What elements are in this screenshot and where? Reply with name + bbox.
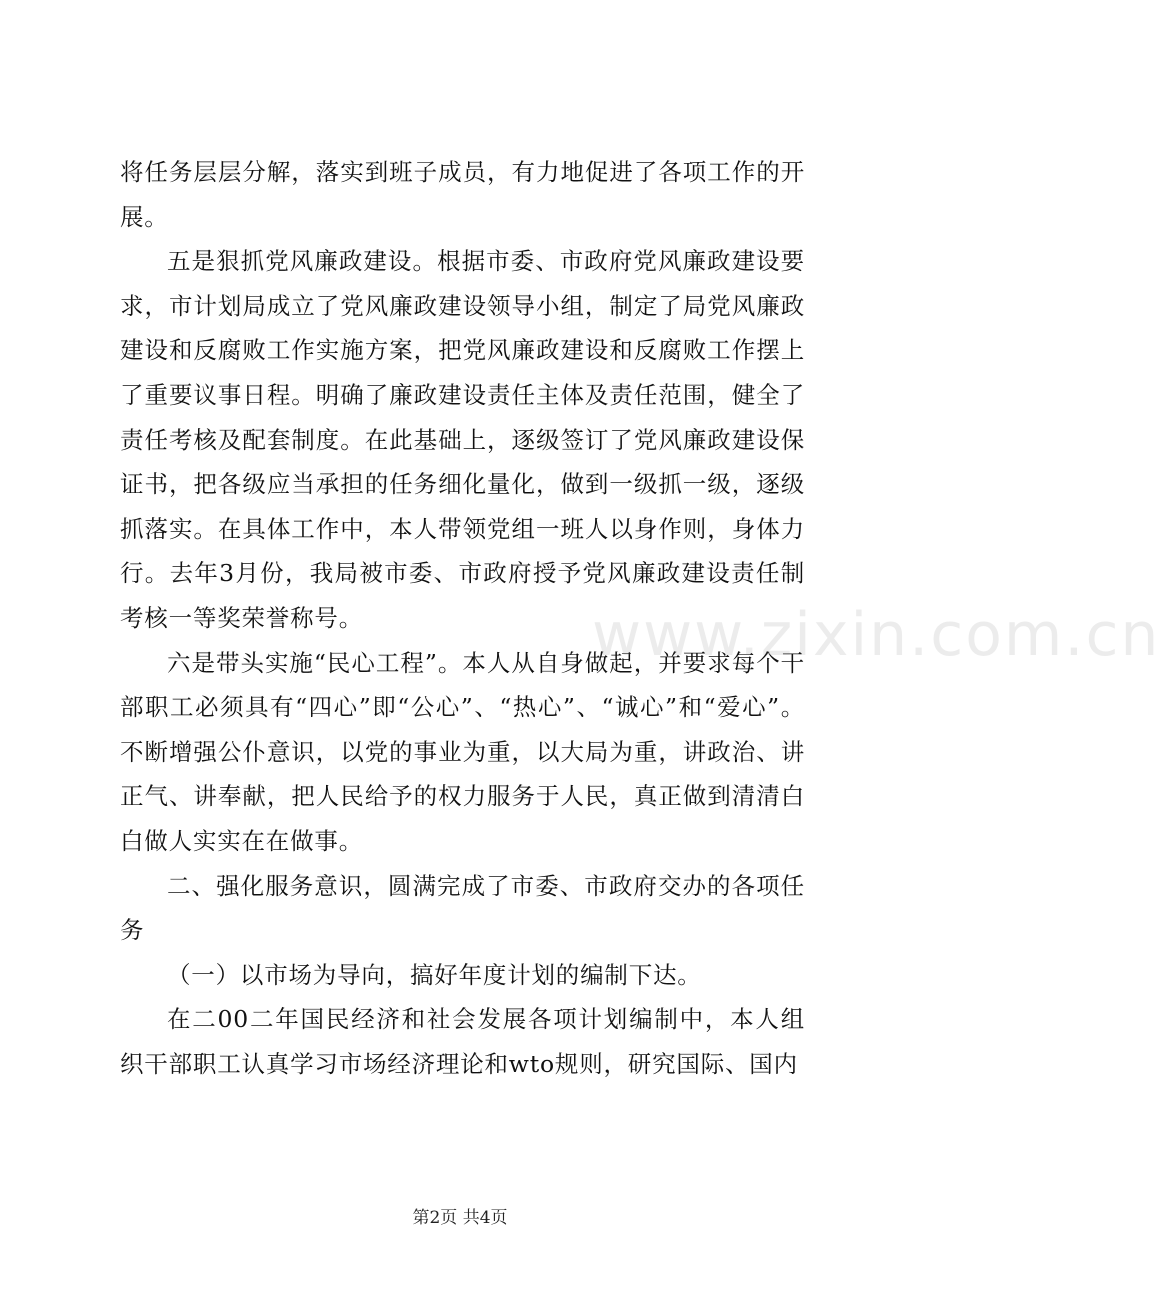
body-text bbox=[120, 150, 805, 1086]
paragraph-anti-corruption: 五是狠抓党风廉政建设。根据市委、市政府党风廉政建设要求，市计划局成立了党风廉政建设领导小组，制定了局党风廉政建设和反腐败工作实施方案，把党风廉政建设和反腐败工作摆上了重要议事日程。明确了廉政建设责任主体及责任范围，健全了责任考核及配套制度。在此基础上，逐级签订了党风廉政建设保证书，把各级应当承担的任务细化量化，做到一级抓一级，逐级抓落实。在具体工作中，本人带领党组一班人以身作则，身体力行。去年3月份，我局被市委、市政府授予党风廉政建设责任制考核一等奖荣誉称号。 bbox=[120, 247, 805, 632]
page-footer: 第2页 共4页 bbox=[412, 1208, 508, 1228]
paragraph-continuation: 将任务层层分解，落实到班子成员，有力地促进了各项工作的开展。 bbox=[120, 158, 805, 231]
paragraph-plan-compilation: 在二00二年国民经济和社会发展各项计划编制中，本人组织干部职工认真学习市场经济理论和wto规则，研究国际、国内 bbox=[120, 1005, 805, 1078]
paragraph-people-project: 六是带头实施“民心工程”。本人从自身做起，并要求每个干部职工必须具有“四心”即“公心”、“热心”、“诚心”和“爱心”。不断增强公仆意识，以党的事业为重，以大局为重，讲政治、讲正气、讲奉献，把人民给予的权力服务于人民，真正做到清清白白做人实实在在做事。 bbox=[120, 648, 805, 855]
watermark: www.zixin.com.cn bbox=[592, 600, 1160, 670]
subsection-heading-one: （一）以市场为导向，搞好年度计划的编制下达。 bbox=[167, 960, 702, 989]
section-heading-two: 二、强化服务意识，圆满完成了市委、市政府交办的各项任务 bbox=[120, 871, 805, 945]
